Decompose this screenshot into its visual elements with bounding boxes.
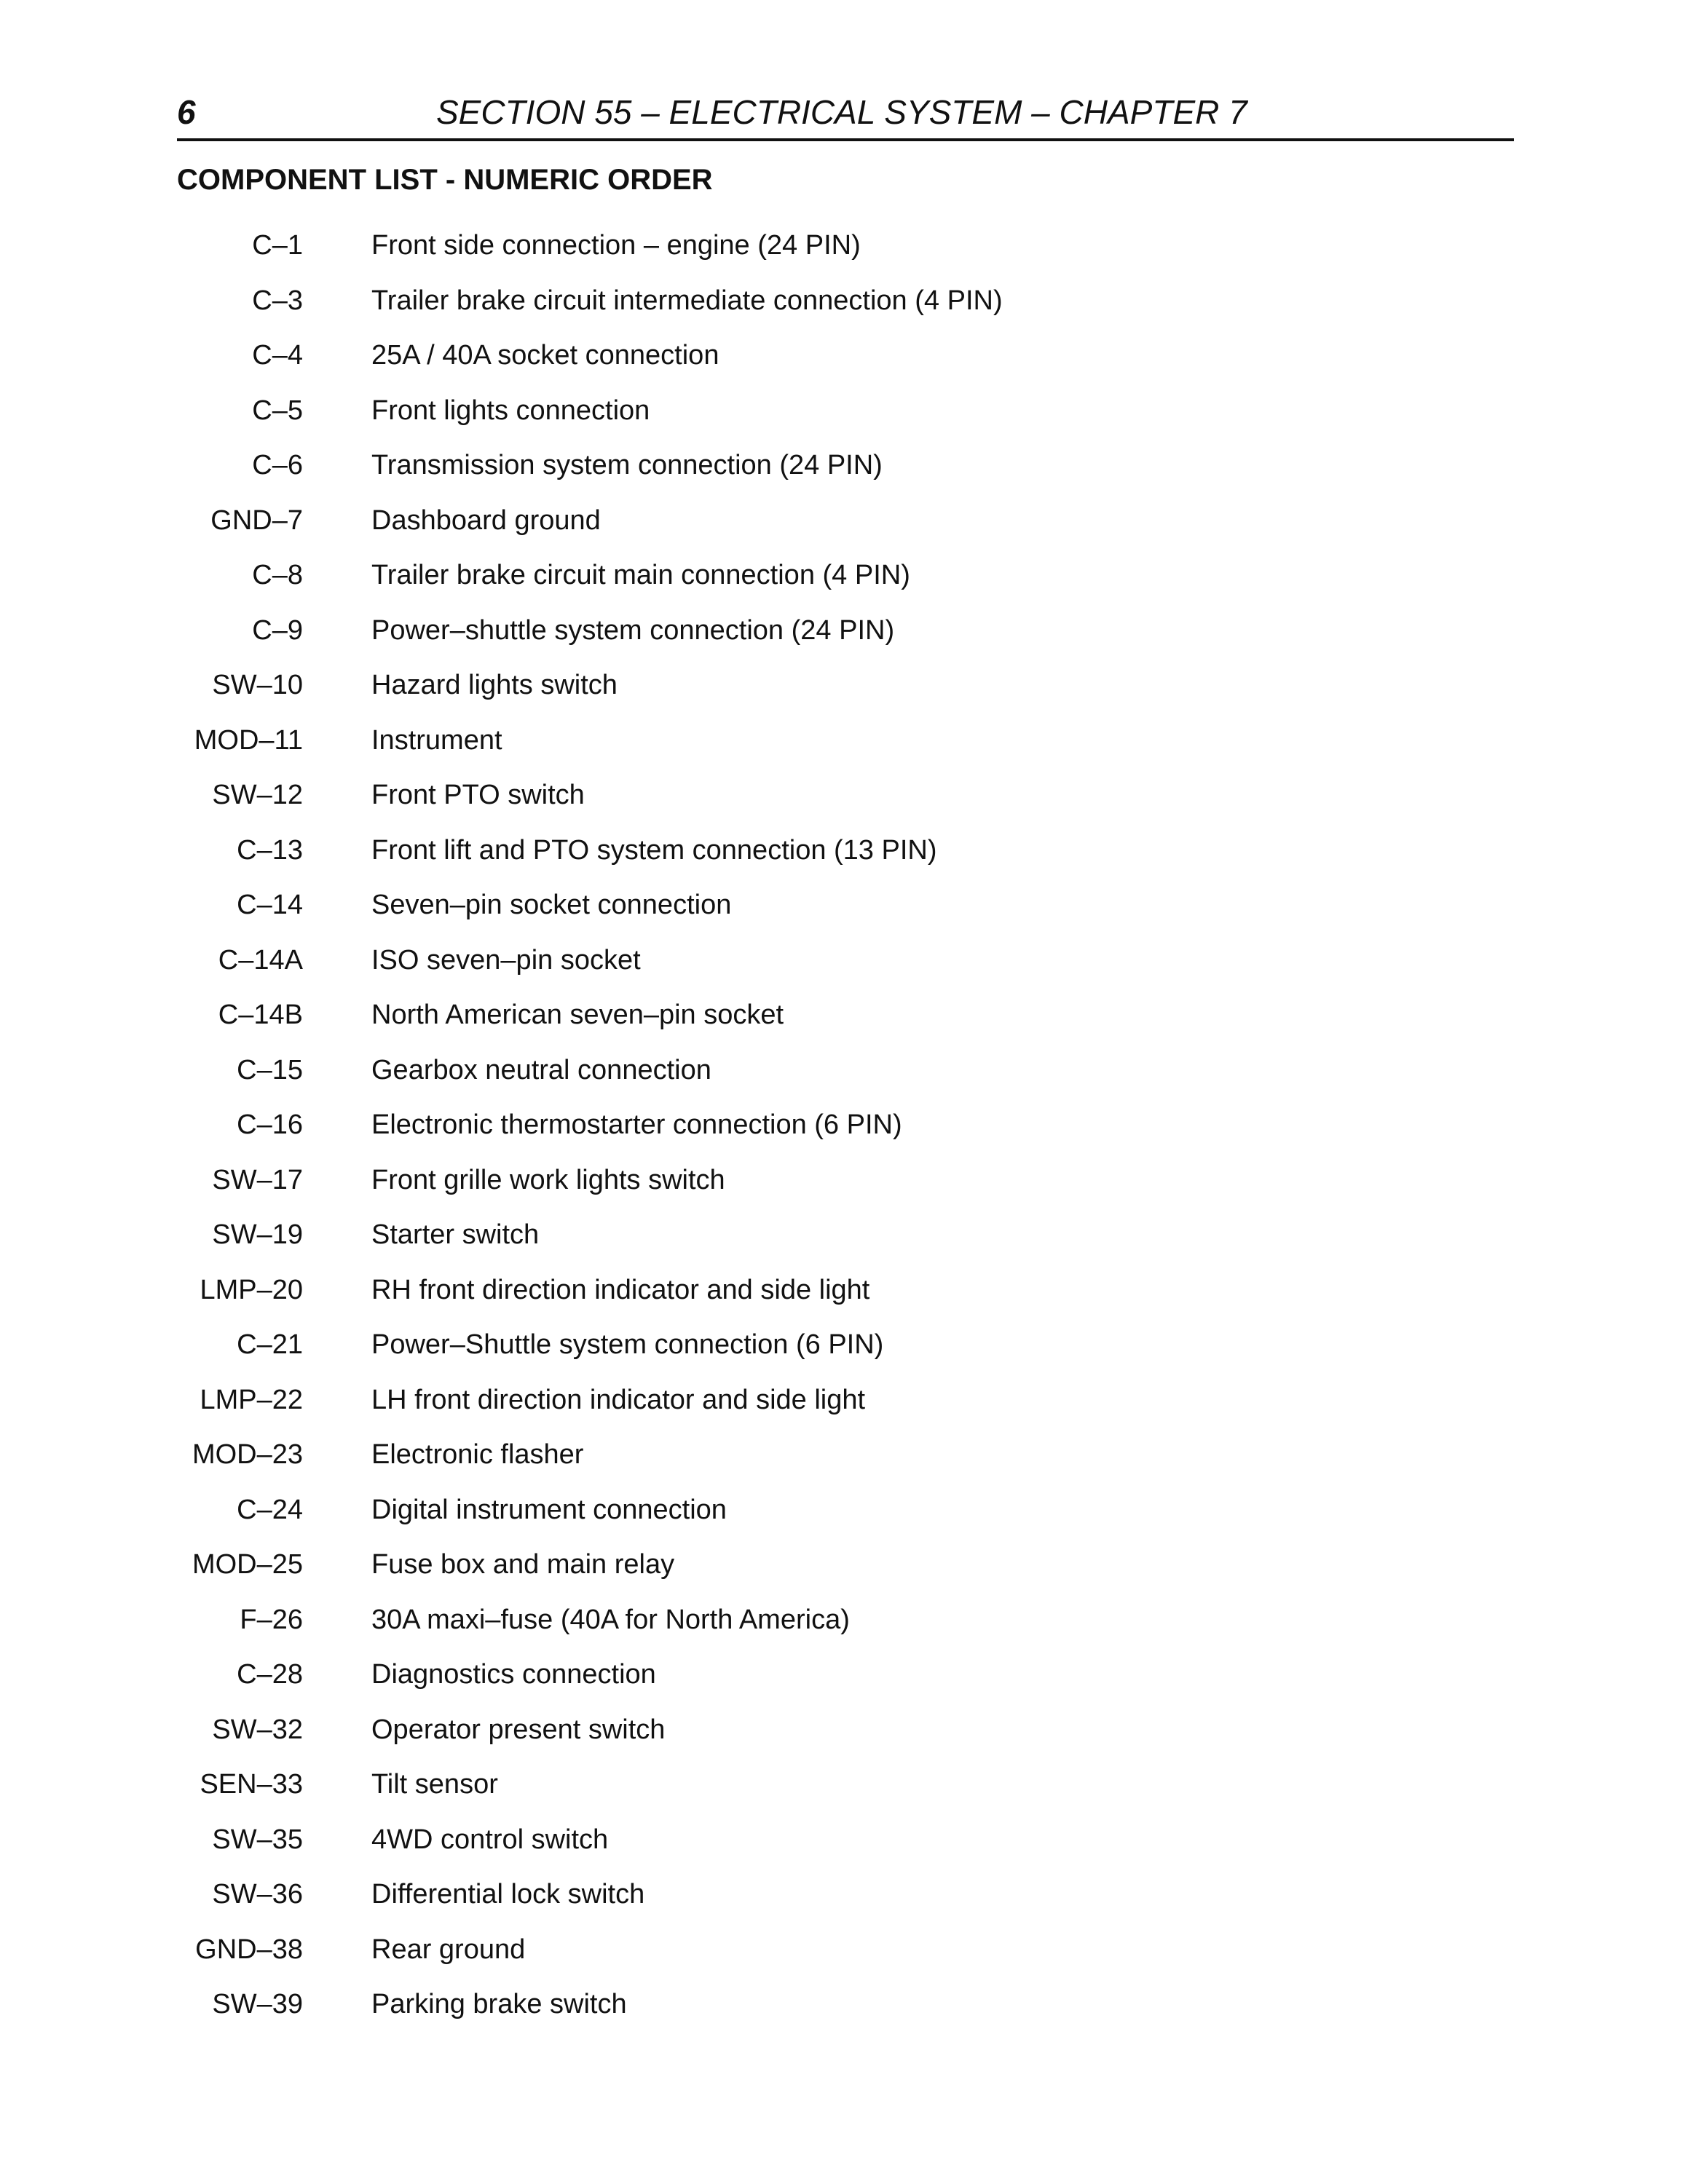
component-row xyxy=(0,1162,1688,1217)
component-description: Front PTO switch xyxy=(371,780,585,810)
component-code: SW–39 xyxy=(212,1989,303,2019)
component-code: C–4 xyxy=(252,340,303,371)
list-heading: COMPONENT LIST - NUMERIC ORDER xyxy=(177,164,713,196)
section-title: SECTION 55 – ELECTRICAL SYSTEM – CHAPTER 7 xyxy=(436,93,1247,131)
component-code: C–1 xyxy=(252,230,303,261)
component-description: Starter switch xyxy=(371,1219,540,1250)
component-code: MOD–25 xyxy=(192,1549,303,1580)
component-row xyxy=(0,887,1688,942)
component-code: SW–36 xyxy=(212,1879,303,1910)
component-row xyxy=(0,1656,1688,1712)
component-code: MOD–11 xyxy=(194,724,303,756)
component-code: SW–10 xyxy=(212,670,303,700)
component-code: C–13 xyxy=(237,834,303,866)
component-code: SW–12 xyxy=(212,780,303,810)
component-description: Tilt sensor xyxy=(371,1769,498,1800)
component-description: Transmission system connection (24 PIN) xyxy=(371,450,883,480)
component-code: C–14B xyxy=(218,1000,303,1030)
component-row xyxy=(0,1052,1688,1107)
component-code: C–15 xyxy=(237,1054,303,1085)
component-row xyxy=(0,1326,1688,1382)
component-row xyxy=(0,1876,1688,1931)
component-description: Power–shuttle system connection (24 PIN) xyxy=(371,614,895,646)
component-row xyxy=(0,1766,1688,1821)
component-code: GND–7 xyxy=(210,505,303,536)
component-row xyxy=(0,997,1688,1052)
component-description: Trailer brake circuit main connection (4 PIN) xyxy=(371,560,910,590)
component-code: C–24 xyxy=(237,1494,303,1525)
page-header xyxy=(177,92,1514,141)
component-row xyxy=(0,667,1688,722)
component-description: Electronic flasher xyxy=(371,1439,584,1470)
component-code: SEN–33 xyxy=(200,1769,303,1800)
component-description: Digital instrument connection xyxy=(371,1494,727,1525)
component-row xyxy=(0,832,1688,887)
component-description: LH front direction indicator and side light xyxy=(371,1384,866,1415)
component-description: Instrument xyxy=(371,724,502,756)
component-description: Rear ground xyxy=(371,1934,526,1965)
component-description: ISO seven–pin socket xyxy=(371,944,641,976)
component-code: C–14 xyxy=(237,890,303,920)
component-description: Operator present switch xyxy=(371,1714,666,1745)
component-code: SW–17 xyxy=(212,1164,303,1195)
component-row xyxy=(0,1602,1688,1657)
component-code: F–26 xyxy=(240,1604,303,1635)
component-description: Seven–pin socket connection xyxy=(371,890,732,920)
component-code: C–5 xyxy=(252,395,303,426)
component-description: Diagnostics connection xyxy=(371,1659,656,1690)
component-description: North American seven–pin socket xyxy=(371,1000,784,1030)
component-description: 30A maxi–fuse (40A for North America) xyxy=(371,1604,850,1635)
component-description: Front grille work lights switch xyxy=(371,1164,725,1195)
component-row xyxy=(0,1546,1688,1602)
component-code: MOD–23 xyxy=(192,1439,303,1470)
component-code: SW–35 xyxy=(212,1824,303,1855)
component-row xyxy=(0,392,1688,448)
component-row xyxy=(0,337,1688,392)
component-description: Fuse box and main relay xyxy=(371,1549,675,1580)
component-row xyxy=(0,557,1688,612)
component-code: C–14A xyxy=(218,944,303,976)
component-row xyxy=(0,1986,1688,2041)
component-description: RH front direction indicator and side light xyxy=(371,1274,870,1305)
component-row xyxy=(0,1436,1688,1492)
component-description: Parking brake switch xyxy=(371,1989,627,2019)
component-code: SW–32 xyxy=(212,1714,303,1745)
component-row xyxy=(0,722,1688,778)
component-row xyxy=(0,1821,1688,1877)
component-row xyxy=(0,1931,1688,1987)
component-row xyxy=(0,502,1688,558)
component-row xyxy=(0,942,1688,997)
component-row xyxy=(0,1712,1688,1767)
component-description: Dashboard ground xyxy=(371,505,601,536)
component-description: Front lift and PTO system connection (13 PIN) xyxy=(371,834,937,866)
component-code: C–8 xyxy=(252,560,303,590)
component-row xyxy=(0,1216,1688,1272)
component-description: Differential lock switch xyxy=(371,1879,645,1910)
component-code: C–28 xyxy=(237,1659,303,1690)
component-description: 4WD control switch xyxy=(371,1824,609,1855)
component-description: Electronic thermostarter connection (6 PIN) xyxy=(371,1109,902,1140)
component-description: Power–Shuttle system connection (6 PIN) xyxy=(371,1329,884,1360)
component-description: Trailer brake circuit intermediate connection (4 PIN) xyxy=(371,285,1003,316)
component-list xyxy=(0,227,1688,2041)
component-row xyxy=(0,282,1688,338)
component-code: C–6 xyxy=(252,450,303,480)
component-row xyxy=(0,447,1688,502)
component-row xyxy=(0,1107,1688,1162)
component-code: LMP–22 xyxy=(200,1384,303,1415)
component-description: Hazard lights switch xyxy=(371,670,618,700)
component-row xyxy=(0,612,1688,668)
component-code: GND–38 xyxy=(195,1934,303,1965)
component-row xyxy=(0,1272,1688,1327)
component-code: C–9 xyxy=(252,614,303,646)
component-code: LMP–20 xyxy=(200,1274,303,1305)
component-row xyxy=(0,1492,1688,1547)
component-code: C–3 xyxy=(252,285,303,316)
component-row xyxy=(0,227,1688,282)
component-row xyxy=(0,1382,1688,1437)
component-code: C–16 xyxy=(237,1109,303,1140)
component-code: C–21 xyxy=(237,1329,303,1360)
component-row xyxy=(0,777,1688,832)
component-description: 25A / 40A socket connection xyxy=(371,340,719,371)
component-description: Front side connection – engine (24 PIN) xyxy=(371,230,861,261)
component-description: Front lights connection xyxy=(371,395,650,426)
component-description: Gearbox neutral connection xyxy=(371,1054,711,1085)
page-number: 6 xyxy=(177,93,196,131)
component-code: SW–19 xyxy=(212,1219,303,1250)
